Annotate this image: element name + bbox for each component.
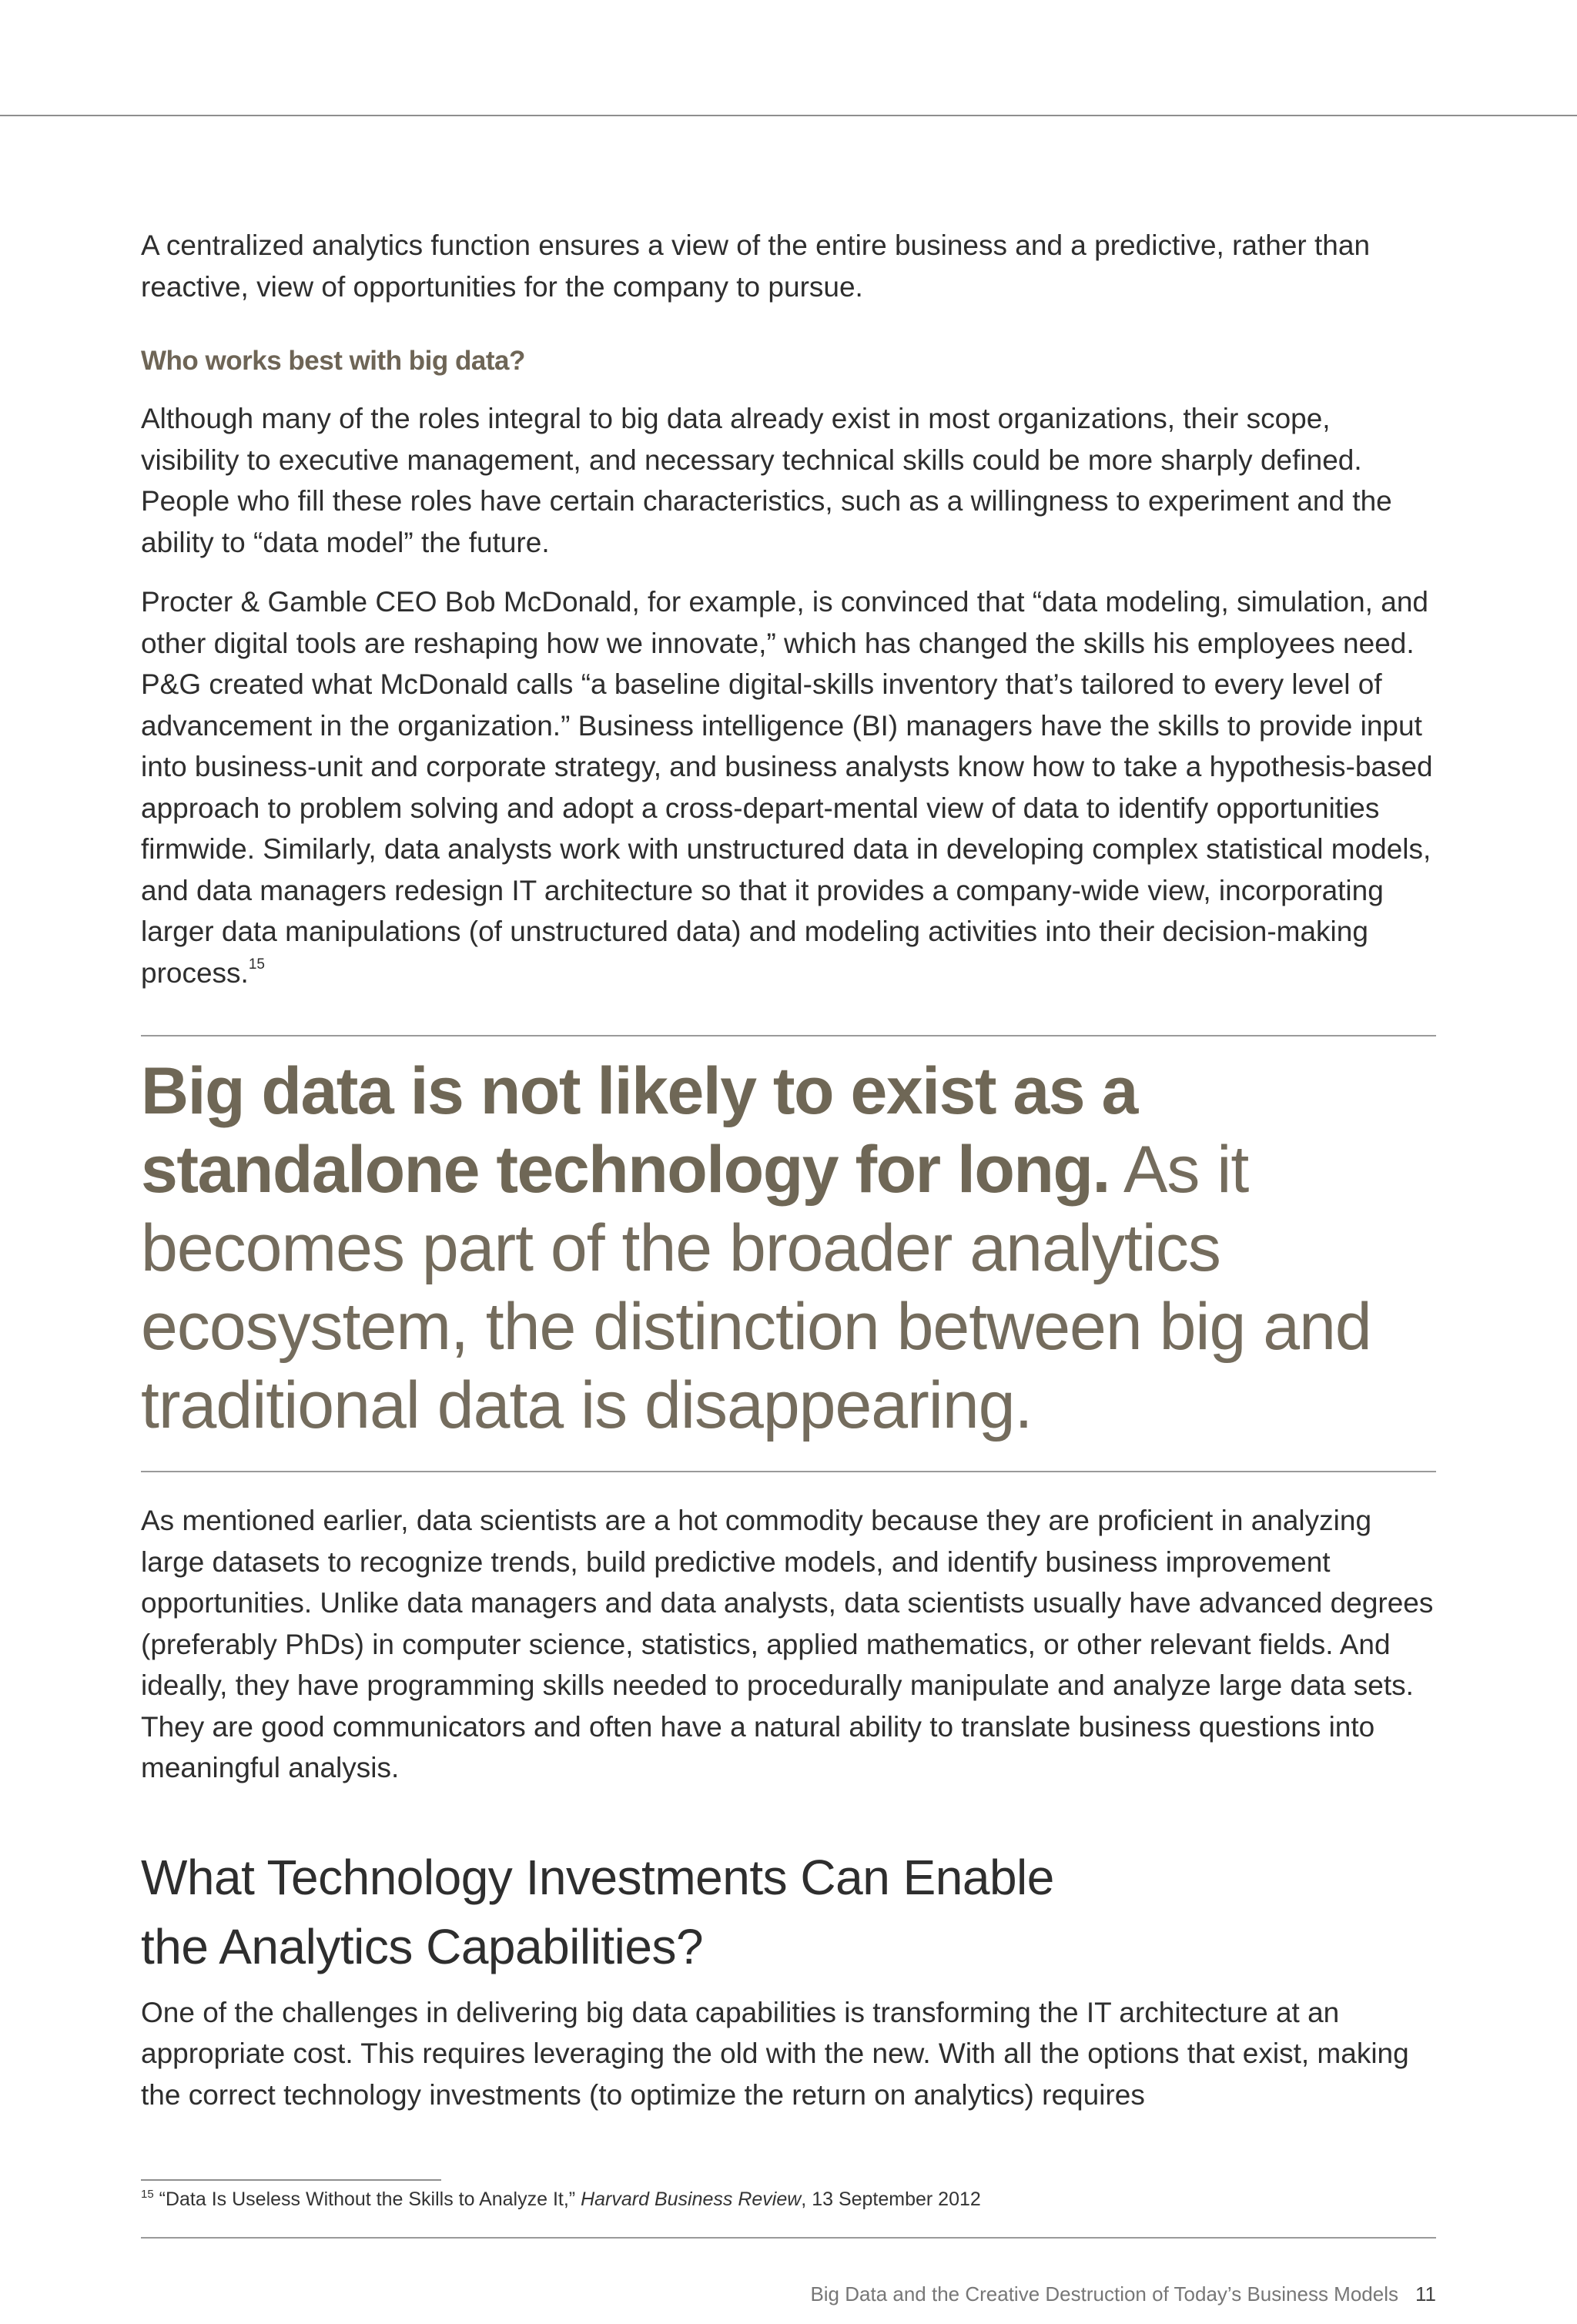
section-title-line1: What Technology Investments Can Enable bbox=[141, 1849, 1054, 1905]
header-rule bbox=[0, 115, 1577, 116]
footnote-number: 15 bbox=[141, 2188, 154, 2201]
data-scientists-paragraph: As mentioned earlier, data scientists are a hot commodity because they are proficient in analyzing large datasets to recognize trends, build predictive models, and identify business improvement opportunities. Unlike data managers and data analysts, data scientists usually have advanced degrees (preferably PhDs) in computer science, statistics, applied mathematics, or other relevant fields. And ideally, they have programming skills needed to procedurally manipulate and analyze large data sets. They are good communicators and often have a natural ability to translate business questions into meaningful analysis. bbox=[141, 1505, 1434, 1783]
footnote-ref[interactable]: 15 bbox=[248, 956, 265, 973]
section-title-line2: the Analytics Capabilities? bbox=[141, 1918, 704, 1974]
pull-quote-top-rule bbox=[141, 1035, 1436, 1036]
footnote-text: “Data Is Useless Without the Skills to Analyze It,” bbox=[159, 2188, 576, 2210]
section-title bbox=[141, 1843, 1436, 1981]
pull-quote bbox=[141, 1052, 1436, 1445]
page-number: 11 bbox=[1415, 2282, 1436, 2306]
pg-paragraph bbox=[141, 581, 1436, 993]
footer-title: Big Data and the Creative Destruction of Today’s Business Models bbox=[810, 2282, 1398, 2306]
technology-paragraph: One of the challenges in delivering big data capabilities is transforming the IT architecture at an appropriate cost. This requires leveraging the old with the new. With all the options that exist, making the correct technology investments (to optimize the return on analytics) requires bbox=[141, 1996, 1409, 2111]
footnote-date: , 13 September 2012 bbox=[801, 2188, 981, 2210]
page-footer bbox=[810, 2282, 1436, 2306]
roles-paragraph: Although many of the roles integral to big data already exist in most organizations, their scope, visibility to executive management, and necessary technical skills could be more sharply defined. People who fill these roles have certain characteristics, such as a willingness to experiment and the ability to “data model” the future. bbox=[141, 403, 1392, 558]
footnote bbox=[141, 2188, 981, 2211]
pg-paragraph-text: Procter & Gamble CEO Bob McDonald, for example, is convinced that “data modeling, simulation, and other digital tools are reshaping how we innovate,” which has changed the skills his employees need. P&G created what McDonald calls “a baseline digital-skills inventory that’s tailored to every level of advancement in the organization.” Business intelligence (BI) managers have the skills to provide input into business-unit and corporate strategy, and business analysts know how to take a hypothesis-based approach to problem solving and adopt a cross-depart-mental view of data to identify opportunities firmwide. Similarly, data analysts work with unstructured data in developing complex statistical models, and data managers redesign IT architecture so that it provides a company-wide view, incorporating larger data manipulations (of unstructured data) and modeling activities into their decision-making process. bbox=[141, 586, 1433, 989]
pull-quote-bottom-rule bbox=[141, 1471, 1436, 1472]
page-body bbox=[141, 225, 1436, 2115]
section-subheading: Who works best with big data? bbox=[141, 346, 525, 376]
pull-quote-light: As it becomes part of the broader analytics ecosystem, the distinction between big and traditional data is disappearing. bbox=[141, 1133, 1371, 1442]
pull-quote-bold: Big data is not likely to exist as a standalone technology for long. bbox=[141, 1054, 1137, 1207]
intro-paragraph: A centralized analytics function ensures a view of the entire business and a predictive, rather than reactive, view of opportunities for the company to pursue. bbox=[141, 229, 1371, 303]
footnote-rule bbox=[141, 2179, 441, 2181]
footnote-publication: Harvard Business Review bbox=[581, 2188, 802, 2210]
footer-rule bbox=[141, 2237, 1436, 2239]
